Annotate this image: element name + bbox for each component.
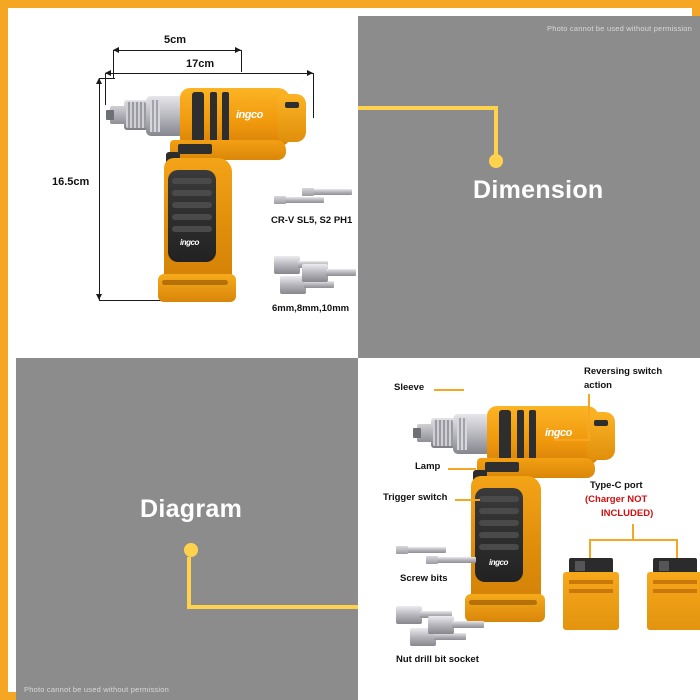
dim-165cm-line <box>99 78 100 300</box>
callout-sleeve: Sleeve <box>394 382 425 393</box>
leader-reversing-vertical <box>588 394 590 440</box>
diagram-screw-bits-caption: Screw bits <box>400 573 448 584</box>
dim-5cm-ext-right <box>241 50 242 72</box>
diagram-label-panel <box>16 358 358 700</box>
battery-right <box>647 558 700 630</box>
connector-vertical-bottom <box>187 557 191 609</box>
callout-reversing-switch-line1: Reversing switch <box>584 366 663 377</box>
battery-left <box>563 558 619 630</box>
dim-165cm-text: 16.5cm <box>52 176 90 188</box>
leader-lamp <box>448 468 476 470</box>
watermark-top-right: Photo cannot be used without permission <box>547 24 692 33</box>
leader-typec-right <box>676 539 678 559</box>
impact-driver-diagram-illustration: ingco ingco <box>413 396 628 626</box>
sockets-caption: 6mm,8mm,10mm <box>272 303 350 314</box>
leader-typec-stem <box>632 524 634 540</box>
watermark-bottom-left: Photo cannot be used without permission <box>24 685 169 694</box>
connector-dot-top <box>489 154 503 168</box>
nut-drill-bit-socket-caption: Nut drill bit socket <box>396 654 479 665</box>
callout-type-c-line3: INCLUDED) <box>601 508 654 519</box>
socket-3 <box>302 262 358 284</box>
leader-sleeve <box>434 389 464 391</box>
dimension-label-panel <box>358 16 700 358</box>
connector-horizontal-top <box>358 106 498 110</box>
leader-trigger-switch <box>455 499 480 501</box>
leader-typec-left <box>589 539 591 559</box>
dimension-label: Dimension <box>473 176 604 204</box>
diagram-screw-bit-2 <box>426 554 480 566</box>
leader-reversing-horizontal <box>554 439 590 441</box>
connector-vertical-top <box>494 106 498 156</box>
connector-horizontal-bottom <box>187 605 358 609</box>
callout-trigger-switch: Trigger switch <box>383 492 448 503</box>
dim-17cm-line <box>105 73 313 74</box>
diagram-label: Diagram <box>140 495 243 523</box>
dimension-photo-panel <box>16 16 358 358</box>
leader-typec-bridge <box>589 539 677 541</box>
diagram-photo-panel <box>358 358 700 700</box>
impact-driver-illustration: ingco ingco <box>106 78 321 303</box>
screw-bits-caption: CR-V SL5, S2 PH1 <box>271 215 353 226</box>
callout-type-c-line2: (Charger NOT <box>585 494 648 505</box>
callout-lamp: Lamp <box>415 461 441 472</box>
dim-17cm-text: 17cm <box>186 58 215 70</box>
callout-reversing-switch-line2: action <box>584 380 612 391</box>
dim-5cm-text: 5cm <box>164 34 187 46</box>
diagram-socket-3 <box>428 614 486 636</box>
screw-bit-2 <box>302 186 356 198</box>
callout-type-c-line1: Type-C port <box>590 480 643 491</box>
connector-dot-bottom <box>184 543 198 557</box>
dim-5cm-line <box>113 50 241 51</box>
